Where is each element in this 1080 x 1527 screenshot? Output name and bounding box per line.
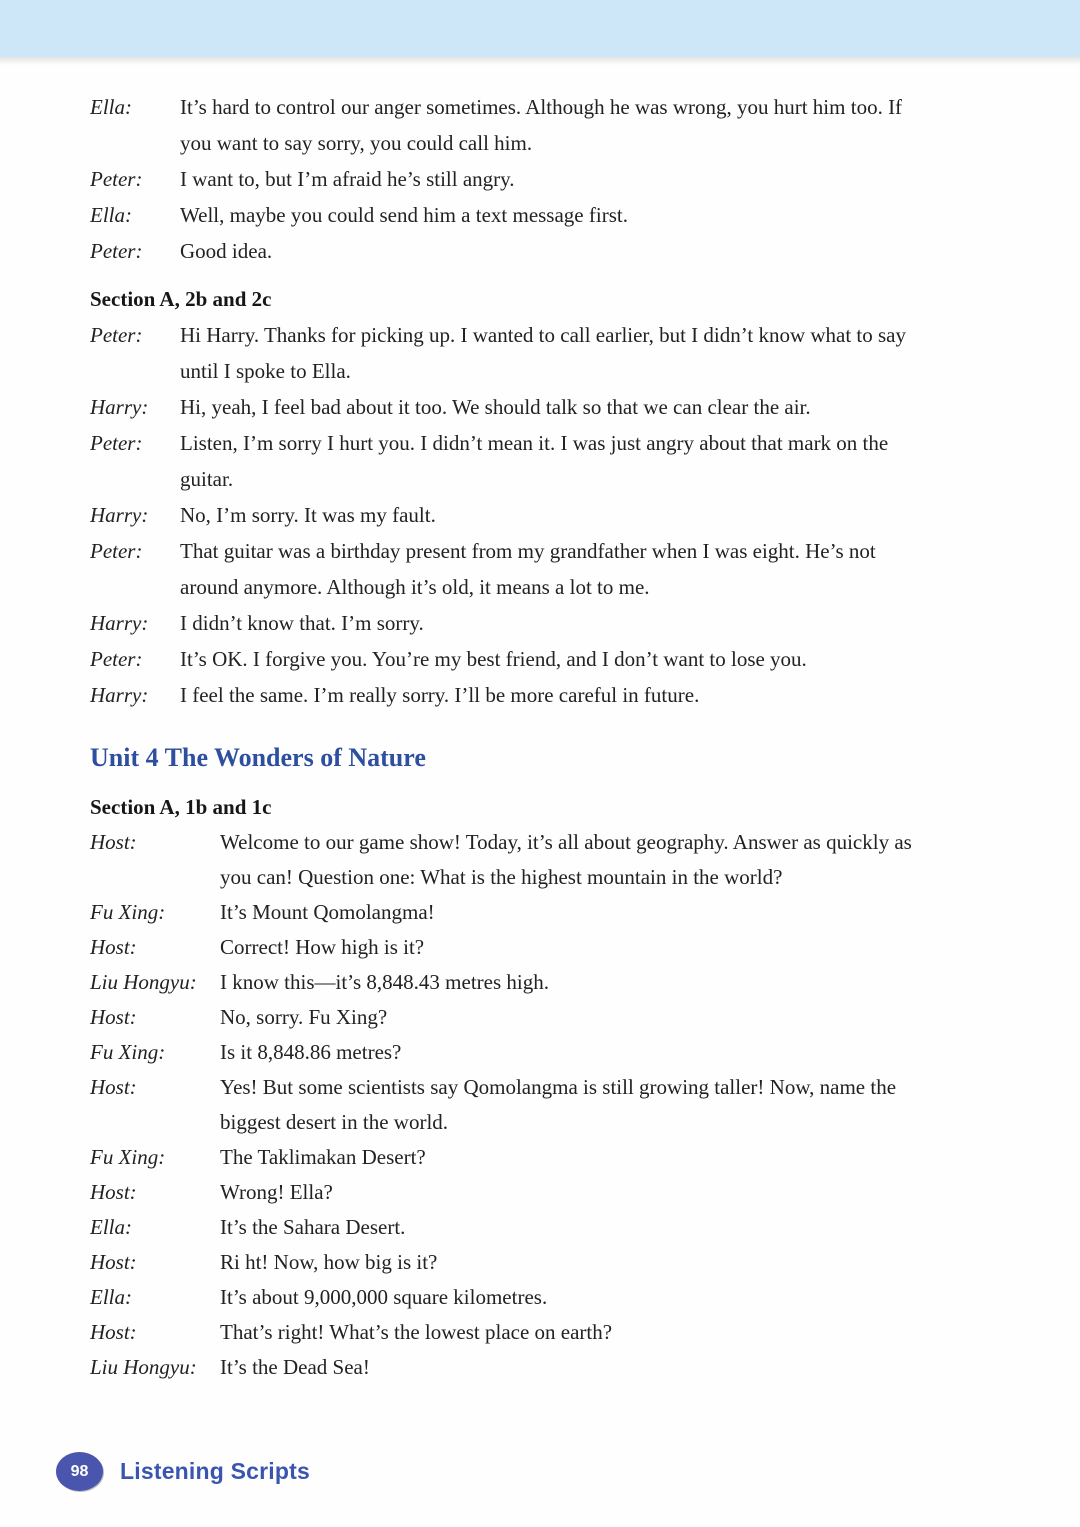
dialogue-text: It’s Mount Qomolangma! — [220, 900, 435, 924]
dialogue-text: Welcome to our game show! Today, it’s all about geography. Answer as quickly as you can! Question one: What is the highest mountain in the world? — [220, 830, 912, 889]
dialogue-line — [90, 641, 935, 677]
dialogue-line — [90, 930, 935, 965]
page-number-badge: 98 — [56, 1452, 103, 1491]
dialogue-text: Is it 8,848.86 metres? — [220, 1040, 402, 1064]
speaker-name: Liu Hongyu: — [90, 1355, 197, 1379]
speaker-name: Harry: — [90, 395, 149, 419]
speaker-name: Fu Xing: — [90, 900, 166, 924]
speaker-name: Host: — [90, 1180, 137, 1204]
dialogue-block — [90, 825, 935, 1385]
dialogue-text: I didn’t know that. I’m sorry. — [180, 611, 424, 635]
speaker-name: Host: — [90, 830, 137, 854]
dialogue-text: Ri ht! Now, how big is it? — [220, 1250, 438, 1274]
speaker-name: Ella: — [90, 203, 132, 227]
unit-heading: Unit 4 The Wonders of Nature — [90, 743, 426, 772]
speaker-name: Liu Hongyu: — [90, 970, 197, 994]
dialogue-line — [90, 89, 935, 161]
dialogue-text: Wrong! Ella? — [220, 1180, 333, 1204]
footer-title: Listening Scripts — [120, 1458, 310, 1484]
dialogue-line — [90, 605, 935, 641]
dialogue-text: It’s hard to control our anger sometimes. Although he was wrong, you hurt him too. If you want to say sorry, you could call him. — [180, 95, 903, 155]
dialogue-line — [90, 389, 935, 425]
section-heading: Section A, 1b and 1c — [90, 795, 272, 819]
speaker-name: Ella: — [90, 1215, 132, 1239]
dialogue-block — [90, 89, 935, 269]
speaker-name: Host: — [90, 1250, 137, 1274]
dialogue-line — [90, 1245, 935, 1280]
dialogue-text: Hi Harry. Thanks for picking up. I wanted to call earlier, but I didn’t know what to say until I spoke to Ella. — [180, 323, 907, 383]
page-footer — [56, 1452, 310, 1491]
dialogue-text: It’s the Sahara Desert. — [220, 1215, 406, 1239]
speaker-name: Host: — [90, 935, 137, 959]
dialogue-line — [90, 1070, 935, 1140]
dialogue-text: That guitar was a birthday present from my grandfather when I was eight. He’s not around anymore. Although it’s old, it means a lot to me. — [180, 539, 876, 599]
dialogue-text: Correct! How high is it? — [220, 935, 425, 959]
dialogue-line — [90, 1140, 935, 1175]
speaker-name: Ella: — [90, 1285, 132, 1309]
speaker-name: Harry: — [90, 503, 149, 527]
dialogue-line — [90, 317, 935, 389]
dialogue-text: Well, maybe you could send him a text message first. — [180, 203, 628, 227]
section-heading: Section A, 2b and 2c — [90, 287, 272, 311]
speaker-name: Fu Xing: — [90, 1040, 166, 1064]
dialogue-text: It’s about 9,000,000 square kilometres. — [220, 1285, 548, 1309]
dialogue-line — [90, 895, 935, 930]
dialogue-line — [90, 1210, 935, 1245]
dialogue-line — [90, 1315, 935, 1350]
dialogue-text: I know this—it’s 8,848.43 metres high. — [220, 970, 549, 994]
scan-shadow-divider — [0, 57, 1080, 65]
speaker-name: Host: — [90, 1320, 137, 1344]
dialogue-text: It’s OK. I forgive you. You’re my best friend, and I don’t want to lose you. — [180, 647, 807, 671]
speaker-name: Peter: — [90, 431, 143, 455]
dialogue-text: Yes! But some scientists say Qomolangma is still growing taller! Now, name the biggest desert in the world. — [220, 1075, 897, 1134]
dialogue-block — [90, 317, 935, 713]
dialogue-line — [90, 497, 935, 533]
dialogue-text: Hi, yeah, I feel bad about it too. We should talk so that we can clear the air. — [180, 395, 811, 419]
speaker-name: Peter: — [90, 539, 143, 563]
dialogue-line — [90, 1000, 935, 1035]
speaker-name: Peter: — [90, 647, 143, 671]
speaker-name: Host: — [90, 1005, 137, 1029]
dialogue-line — [90, 1350, 935, 1385]
dialogue-line — [90, 425, 935, 497]
dialogue-text: I feel the same. I’m really sorry. I’ll be more careful in future. — [180, 683, 700, 707]
top-decorative-band — [0, 0, 1080, 57]
dialogue-text: I want to, but I’m afraid he’s still angry. — [180, 167, 515, 191]
dialogue-line — [90, 677, 935, 713]
dialogue-line — [90, 1035, 935, 1070]
speaker-name: Ella: — [90, 95, 132, 119]
speaker-name: Host: — [90, 1075, 137, 1099]
dialogue-line — [90, 1280, 935, 1315]
speaker-name: Harry: — [90, 611, 149, 635]
dialogue-line — [90, 825, 935, 895]
speaker-name: Harry: — [90, 683, 149, 707]
dialogue-line — [90, 233, 935, 269]
dialogue-text: Listen, I’m sorry I hurt you. I didn’t mean it. I was just angry about that mark on the guitar. — [180, 431, 889, 491]
dialogue-line — [90, 965, 935, 1000]
dialogue-line — [90, 161, 935, 197]
speaker-name: Peter: — [90, 239, 143, 263]
dialogue-text: Good idea. — [180, 239, 273, 263]
dialogue-text: No, I’m sorry. It was my fault. — [180, 503, 436, 527]
dialogue-line — [90, 1175, 935, 1210]
speaker-name: Peter: — [90, 167, 143, 191]
dialogue-line — [90, 533, 935, 605]
speaker-name: Fu Xing: — [90, 1145, 166, 1169]
dialogue-text: That’s right! What’s the lowest place on earth? — [220, 1320, 613, 1344]
dialogue-text: The Taklimakan Desert? — [220, 1145, 426, 1169]
content-area — [0, 65, 1080, 1385]
dialogue-text: It’s the Dead Sea! — [220, 1355, 370, 1379]
dialogue-line — [90, 197, 935, 233]
speaker-name: Peter: — [90, 323, 143, 347]
dialogue-text: No, sorry. Fu Xing? — [220, 1005, 388, 1029]
